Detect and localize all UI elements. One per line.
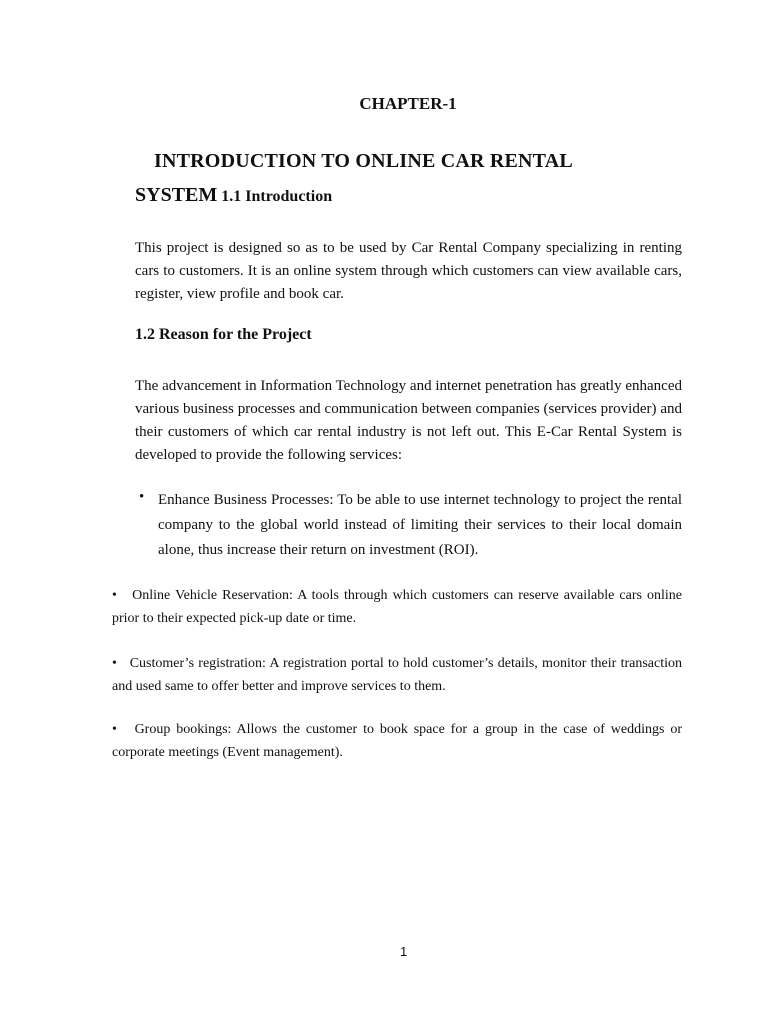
bullet-text: Online Vehicle Reservation: A tools through which customers can reserve available cars online prior to their expected pick-up date or time. — [112, 588, 683, 626]
bullet-text: Customer’s registration: A registration portal to hold customer’s details, monitor their transaction and used same to offer better and improve services to them. — [112, 656, 682, 694]
bullet-marker: • — [112, 656, 117, 671]
bullet-text: Group bookings: Allows the customer to book space for a group in the case of weddings or corporate meetings (Event management). — [112, 722, 683, 760]
section-heading-reason: 1.2 Reason for the Project — [135, 326, 312, 343]
bullet-item-business-processes: Enhance Business Processes: To be able to use internet technology to project the rental company to the global world instead of limiting their services to their local domain alone, thus increase their return on investment (ROI). — [158, 492, 682, 558]
bullet-item-customer-registration — [112, 652, 682, 698]
bullet-marker: • — [112, 588, 117, 603]
bullet-item-group-bookings — [112, 718, 682, 764]
bullet-marker: • — [112, 722, 117, 737]
chapter-title-line-2 — [135, 184, 332, 207]
chapter-title-continuation: SYSTEM — [135, 184, 218, 206]
intro-paragraph: This project is designed so as to be used by Car Rental Company specializing in renting cars to customers. It is an online system through which customers can view available cars, register, view profile and book car. — [135, 240, 682, 302]
page-number: 1 — [400, 944, 408, 959]
chapter-label: CHAPTER-1 — [359, 94, 457, 113]
bullet-marker: • — [139, 489, 145, 505]
section-heading-introduction: 1.1 Introduction — [221, 188, 333, 205]
reason-paragraph: The advancement in Information Technology and internet penetration has greatly enhanced various business processes and communication between companies (services provider) and their customers of which car rental industry is not left out. This E-Car Rental System is developed to provide the following services: — [135, 378, 682, 463]
bullet-item-vehicle-reservation — [112, 584, 682, 630]
chapter-title-line-1: INTRODUCTION TO ONLINE CAR RENTAL — [154, 150, 573, 172]
